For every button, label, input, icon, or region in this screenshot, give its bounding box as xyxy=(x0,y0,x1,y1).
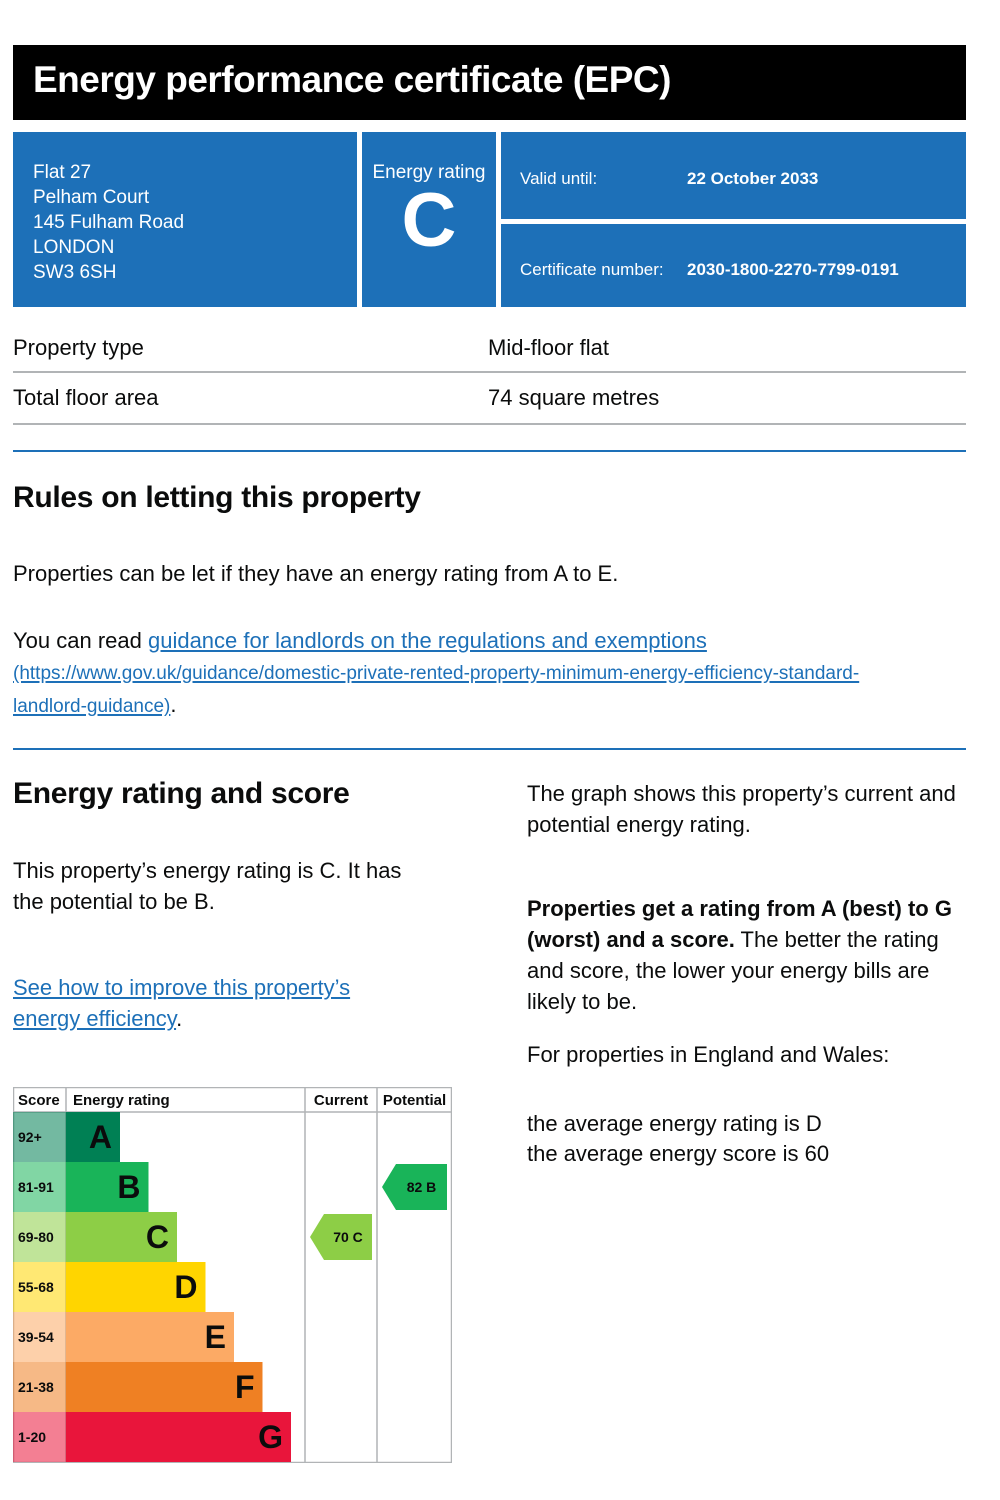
chart-column-header: Score xyxy=(18,1092,60,1109)
band-score-label: 92+ xyxy=(18,1129,42,1145)
improve-efficiency-link[interactable]: See how to improve this property’s energy efficiency xyxy=(13,975,351,1031)
address-line: LONDON xyxy=(33,237,115,258)
improve-suffix: . xyxy=(176,1006,183,1031)
guidance-prefix: You can read xyxy=(13,628,148,653)
address-line: 145 Fulham Road xyxy=(33,212,185,233)
letting-paragraph: Properties can be let if they have an energy rating from A to E. xyxy=(13,561,619,586)
band-score-label: 81-91 xyxy=(18,1179,54,1195)
guidance-suffix: . xyxy=(170,692,177,717)
score-paragraph: This property’s energy rating is C. It has the potential to be B. xyxy=(13,858,402,914)
band-letter: E xyxy=(204,1319,226,1355)
certificate-number-label: Certificate number: xyxy=(520,260,664,279)
band-letter: F xyxy=(234,1369,255,1405)
section-divider xyxy=(13,450,966,452)
chart-column-header: Current xyxy=(313,1092,369,1109)
chart-column-header: Potential xyxy=(382,1092,447,1109)
letting-guidance-paragraph xyxy=(13,625,933,722)
graph-description: The graph shows this property’s current and potential energy rating. xyxy=(527,781,956,837)
page-banner xyxy=(13,45,966,120)
guidance-link-text: guidance for landlords on the regulations and exemptions xyxy=(147,628,707,653)
summary-key: Total floor area xyxy=(13,385,159,410)
rating-explanation-rest: The better the rating and score, the lower your energy bills are likely to be. xyxy=(527,927,939,1014)
letting-heading: Rules on letting this property xyxy=(13,481,421,514)
summary-value: 74 square metres xyxy=(488,385,660,410)
score-heading: Energy rating and score xyxy=(13,777,350,810)
band-letter: A xyxy=(88,1119,112,1155)
current-rating-label: 70 C xyxy=(333,1229,363,1245)
valid-until-panel xyxy=(501,132,966,219)
summary-divider xyxy=(13,371,966,373)
rating-explanation xyxy=(527,893,967,1017)
certificate-number-value: 2030-1800-2270-7799-0191 xyxy=(687,260,899,279)
average-score: the average energy score is 60 xyxy=(527,1141,830,1166)
section-divider xyxy=(13,748,966,750)
energy-rating-chart xyxy=(13,1087,452,1463)
band-bar-f xyxy=(66,1362,263,1412)
band-score-label: 21-38 xyxy=(18,1379,54,1395)
region-text: For properties in England and Wales: xyxy=(527,1042,890,1067)
average-rating: the average energy rating is D xyxy=(527,1111,822,1136)
improve-paragraph xyxy=(13,972,413,1034)
band-score-label: 1-20 xyxy=(18,1429,47,1445)
address-line: Flat 27 xyxy=(33,162,92,183)
band-score-label: 39-54 xyxy=(18,1329,54,1345)
valid-until-value: 22 October 2033 xyxy=(687,169,819,188)
band-letter: C xyxy=(145,1219,169,1255)
guidance-link-url: (https://www.gov.uk/guidance/domestic-private-rented-property-minimum-energy-efficiency-standard-landlord-guidance) xyxy=(13,663,860,717)
band-letter: D xyxy=(174,1269,198,1305)
address-line: SW3 6SH xyxy=(33,262,117,283)
chart-column-header: Energy rating xyxy=(73,1092,170,1109)
summary-value: Mid-floor flat xyxy=(488,335,610,360)
energy-rating-letter: C xyxy=(401,178,457,263)
band-score-label: 55-68 xyxy=(18,1279,54,1295)
summary-key: Property type xyxy=(13,335,144,360)
energy-rating-panel xyxy=(362,132,496,307)
band-letter: B xyxy=(117,1169,141,1205)
band-score-label: 69-80 xyxy=(18,1229,54,1245)
summary-divider xyxy=(13,423,966,425)
page-title: Energy performance certificate (EPC) xyxy=(33,59,671,100)
certificate-number-panel xyxy=(501,224,966,307)
rating-explanation-bold: Properties get a rating from A (best) to G (worst) and a score. xyxy=(527,896,952,952)
address-line: Pelham Court xyxy=(33,187,150,208)
potential-rating-label: 82 B xyxy=(406,1179,437,1195)
energy-rating-label: Energy rating xyxy=(372,162,486,183)
valid-until-label: Valid until: xyxy=(520,169,598,188)
address-panel xyxy=(13,132,357,307)
band-letter: G xyxy=(258,1419,283,1455)
